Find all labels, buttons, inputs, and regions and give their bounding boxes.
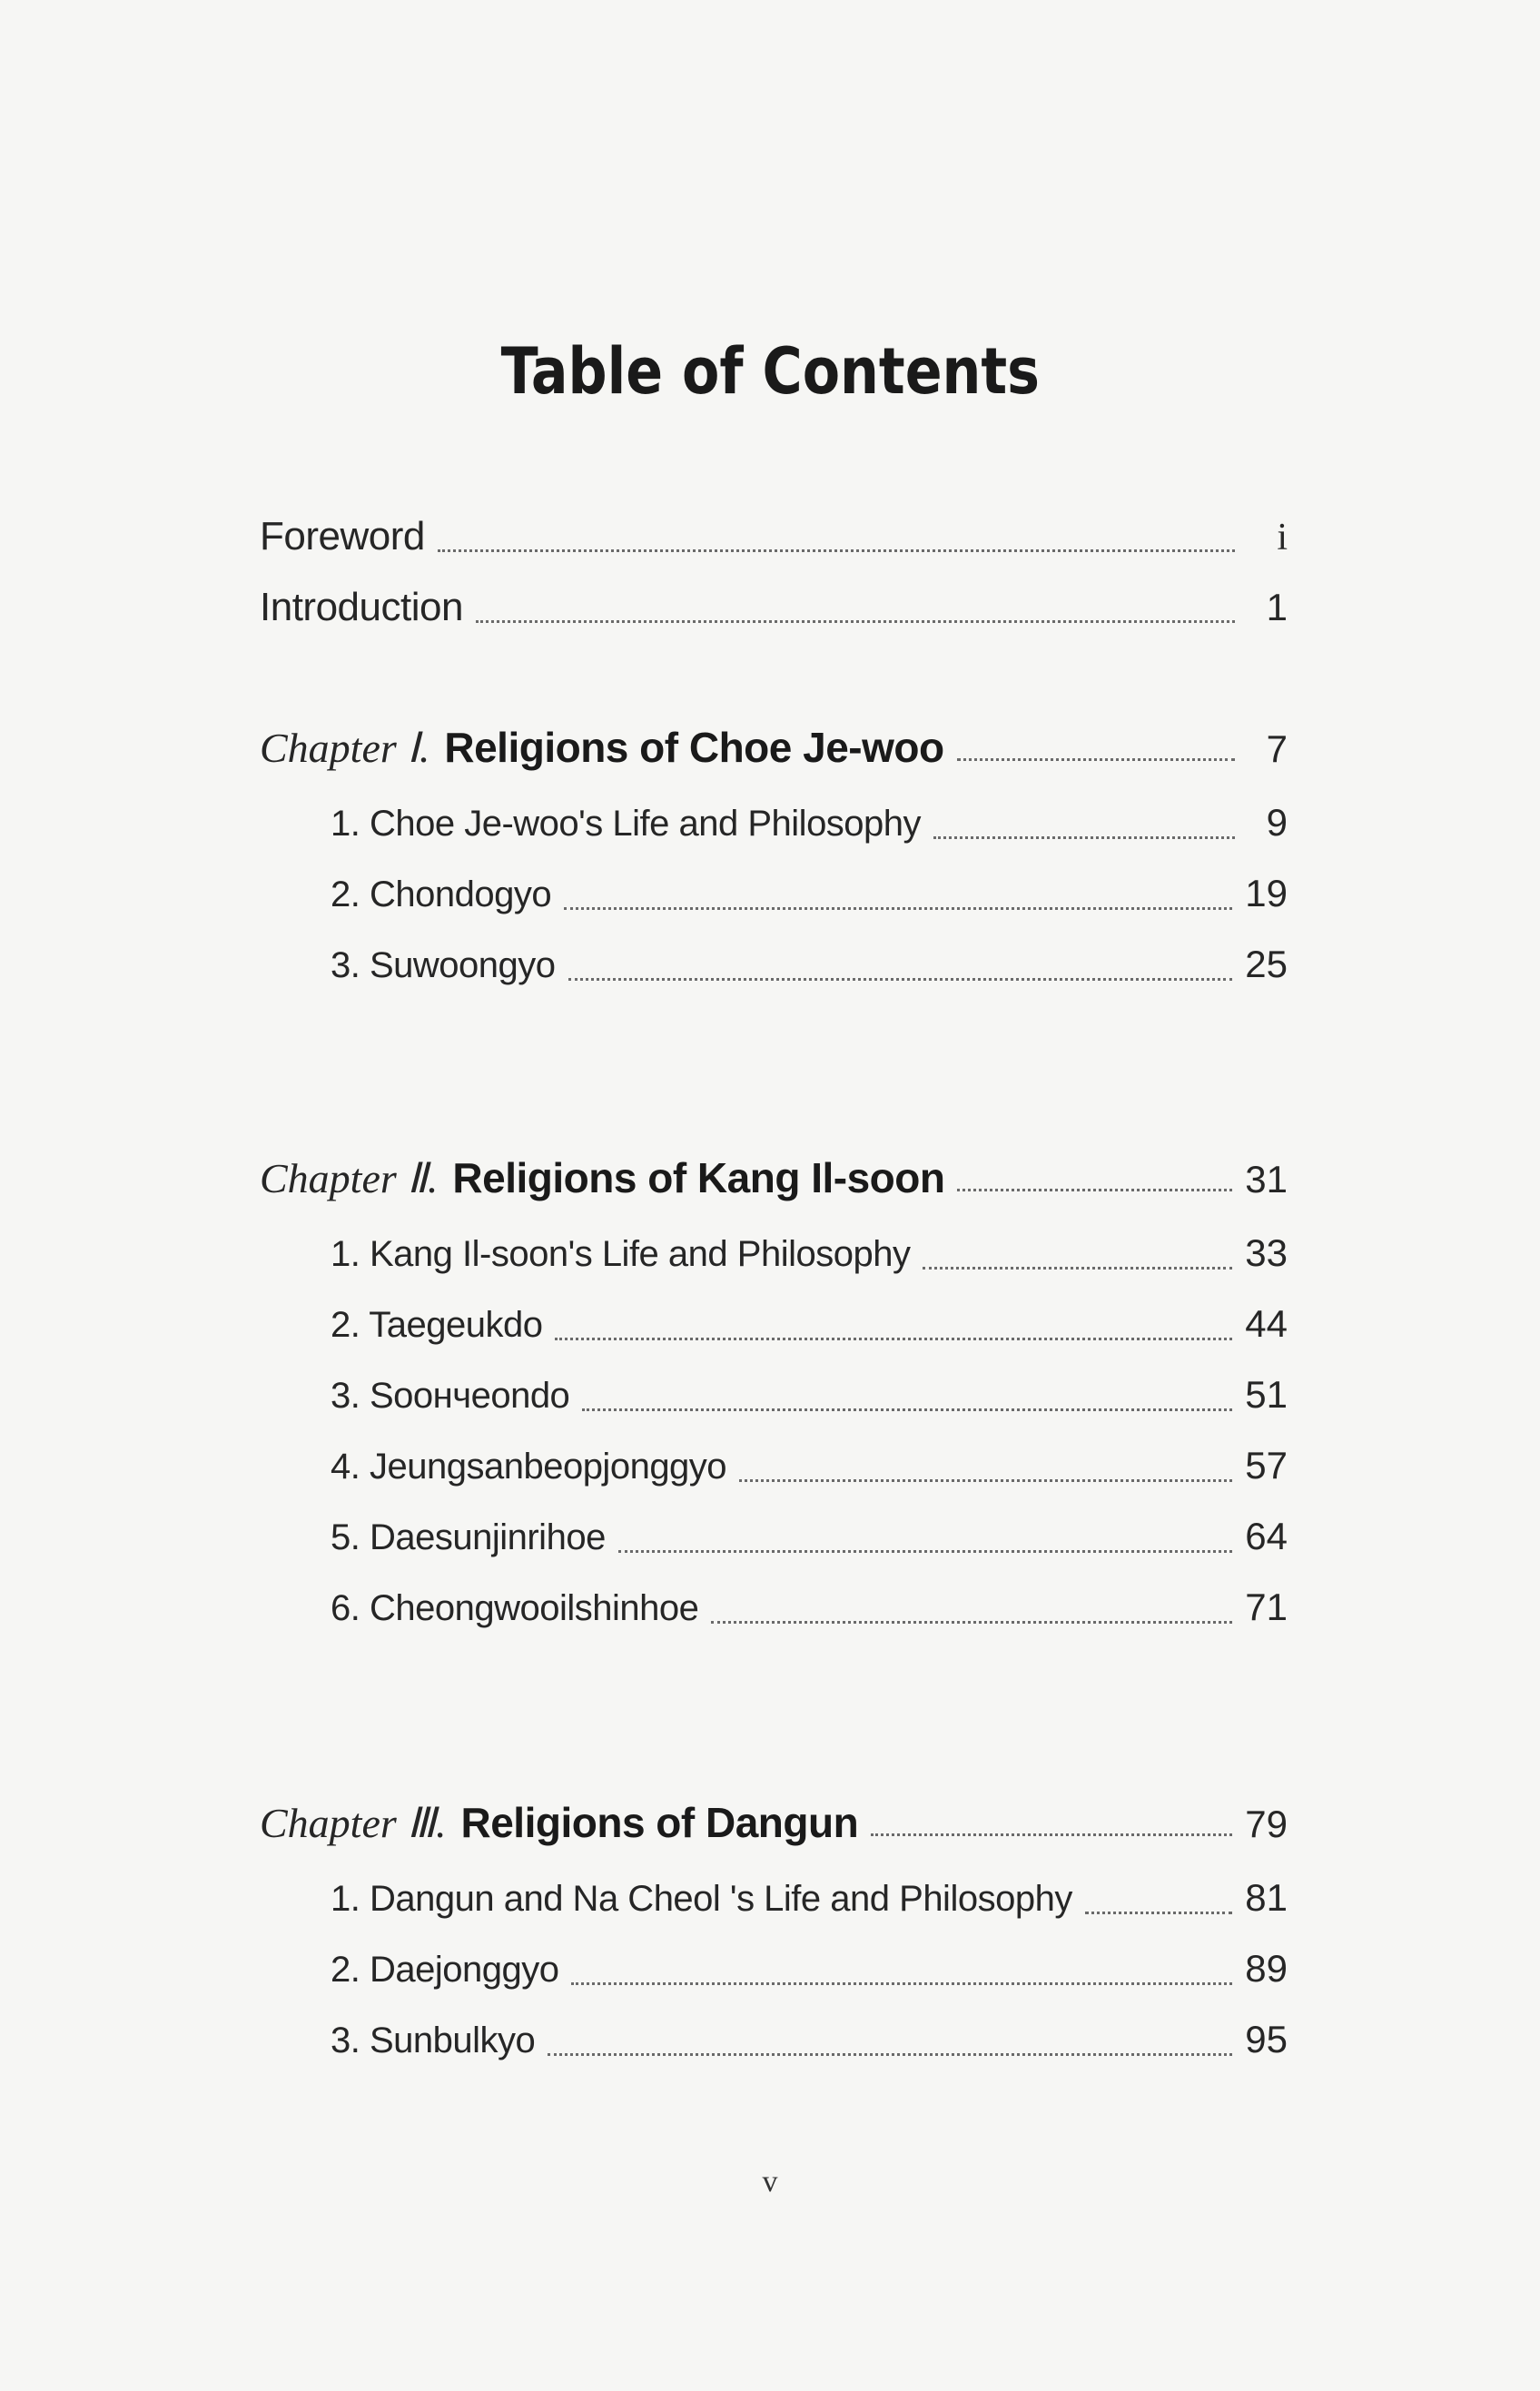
toc-entry-page: 64 [1245,1515,1288,1557]
toc-section[interactable] [331,872,1288,926]
toc-chapter-2[interactable] [260,1153,1288,1208]
toc-section[interactable] [331,801,1288,855]
dot-leader [548,2052,1232,2056]
toc-entry-label: 1. Choe Je-woo's Life and Philosophy [331,804,922,844]
toc-section[interactable] [331,1444,1288,1498]
chapter-title: Religions of Dangun [460,1799,859,1846]
toc-section[interactable] [331,1515,1288,1569]
dot-leader [564,906,1232,910]
dot-leader [923,1266,1232,1270]
toc-entry-label: 3. Soончeondo [331,1376,570,1416]
toc-entry-page: i [1277,517,1288,558]
toc-entry-page: 25 [1245,943,1288,985]
dot-leader [618,1549,1232,1553]
dot-leader [571,1981,1232,1985]
toc-entry-page: 1 [1266,586,1288,628]
toc-entry-label: 1. Dangun and Na Cheol 's Life and Philosophy [331,1879,1072,1919]
dot-leader [582,1408,1232,1411]
toc-entry-page: 57 [1245,1444,1288,1487]
toc-entry-foreword[interactable] [260,514,1288,568]
toc-entry-label: 4. Jeungsanbeopjonggyo [331,1447,727,1487]
toc-entry-label: Introduction [260,585,463,629]
toc-entry-page: 7 [1266,727,1288,770]
toc-section[interactable] [331,1947,1288,2001]
toc-entry-page: 33 [1245,1231,1288,1274]
toc-chapter-1[interactable] [260,723,1288,777]
toc-entry-page: 81 [1245,1876,1288,1919]
dot-leader [739,1478,1232,1482]
dot-leader [957,757,1235,761]
toc-entry-page: 51 [1245,1373,1288,1416]
toc-section[interactable] [331,943,1288,997]
toc-section[interactable] [331,1302,1288,1357]
toc-entry-page: 79 [1245,1803,1288,1845]
toc-entry-label: 2. Daejonggyo [331,1950,559,1990]
toc-entry-page: 31 [1245,1158,1288,1200]
dot-leader [438,548,1235,552]
toc-entry-label: 2. Chondogyo [331,874,552,914]
toc-entry-page: 71 [1245,1586,1288,1628]
toc-section[interactable] [331,1231,1288,1286]
dot-leader [957,1188,1232,1191]
dot-leader [568,977,1233,981]
chapter-number: Chapter Ⅱ. [260,1155,439,1201]
dot-leader [711,1620,1232,1624]
toc-entry-page: 89 [1245,1947,1288,1990]
dot-leader [871,1833,1232,1836]
toc-chapter-3[interactable] [260,1798,1288,1853]
toc-entry-page: 19 [1245,872,1288,914]
toc-entry-page: 9 [1266,801,1288,844]
dot-leader [555,1337,1232,1340]
chapter-title: Religions of Kang Il-soon [452,1154,945,1201]
dot-leader [933,835,1235,839]
toc-entry-label: 1. Kang Il-soon's Life and Philosophy [331,1234,911,1274]
page-number: v [762,2165,778,2198]
toc-entry-label: 3. Sunbulkyo [331,2020,536,2060]
toc-entry-label: 5. Daesunjinrihoe [331,1517,606,1557]
toc-section[interactable] [331,1586,1288,1640]
chapter-title: Religions of Choe Je-woo [444,724,944,771]
dot-leader [1085,1911,1232,1914]
toc-section[interactable] [331,1876,1288,1931]
toc-section[interactable] [331,1373,1288,1428]
toc-entry-label: Foreword [260,514,425,558]
toc-entry-label: 3. Suwoongyo [331,945,556,985]
chapter-number: Chapter Ⅰ. [260,725,430,771]
toc-entry-label: 2. Taegeukdo [331,1305,543,1345]
toc-section[interactable] [331,2018,1288,2072]
toc-entry-page: 95 [1245,2018,1288,2060]
toc-entry-label: 6. Cheongwooilshinhoe [331,1588,699,1628]
toc-entry-introduction[interactable] [260,585,1288,639]
toc-entry-page: 44 [1245,1302,1288,1345]
page-title: Table of Contents [500,334,1040,409]
dot-leader [476,619,1235,623]
chapter-number: Chapter Ⅲ. [260,1800,447,1846]
